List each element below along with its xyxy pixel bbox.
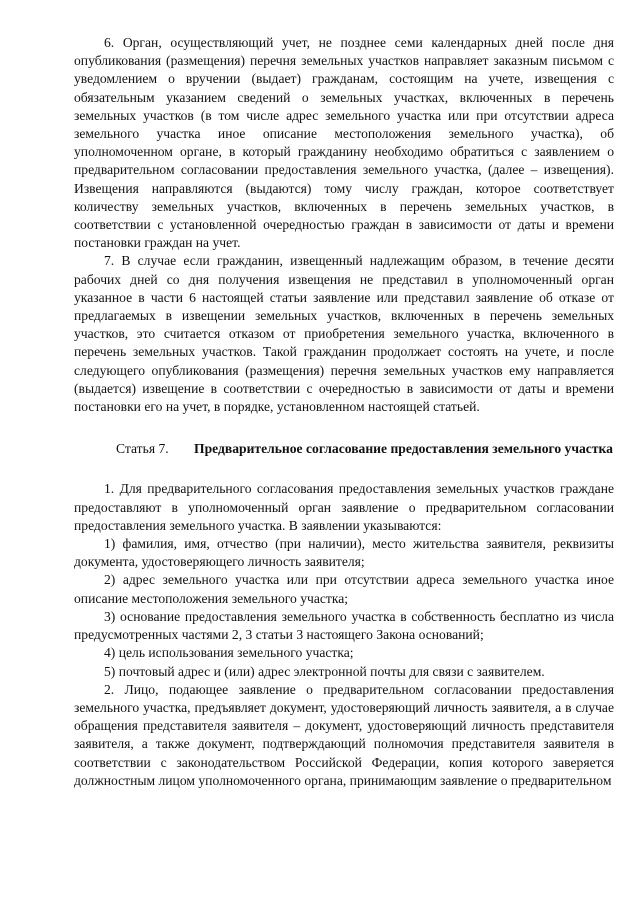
list-item-5: 5) почтовый адрес и (или) адрес электронной почты для связи с заявителем.: [104, 663, 545, 679]
article7-paragraph-2: 2. Лицо, подающее заявление о предварительном согласовании предоставления земельного участка, предъявляет документ, удостоверяющий личность заявителя, а в случае обращения представителя заявителя – документ, удостоверяющий личность представителя заявителя, а также документ, подтверждающий полномочия представителя заявителя в соответствии с законодательством Российской Федерации, копия которого заверяется должностным лицом уполномоченного органа, принимающим заявление о предварительном: [74, 681, 614, 788]
list-item-3: 3) основание предоставления земельного участка в собственность бесплатно из числа предусмотренных частями 2, 3 статьи 3 настоящего Закона оснований;: [74, 608, 614, 643]
list-item-1: 1) фамилия, имя, отчество (при наличии), место жительства заявителя, реквизиты документа, удостоверяющего личность заявителя;: [74, 536, 614, 570]
article7-paragraph-1: 1. Для предварительного согласования предоставления земельных участков граждане предоставляют в уполномоченный орган заявление о предварительном согласовании предоставления земельного участка. В заявлении указываются:: [74, 481, 614, 533]
article-title: Предварительное согласование предоставления земельного участка: [194, 441, 613, 457]
paragraph-6: 6. Орган, осуществляющий учет, не позднее семи календарных дней после дня опубликования (размещения) перечня земельных участков направляет заказным письмом с уведомлением о вручении (выдает) гражданам, состоящим на учете, извещения с обязательным указанием сведений о земельных участках, включенных в перечень земельных участков (в том числе адрес земельного участка или при отсутствии адреса земельного участка иное описание местоположения земельного участка), об уполномоченном органе, в который гражданину необходимо обратиться с заявлением о предварительном согласовании предоставления земельного участка, (далее – извещения). Извещения направляются (выдаются) тому числу граждан, которое соответствует количеству земельных участков, включенных в перечень земельных участков, в соответствии с установленной очередностью граждан в зависимости от даты и времени постановки граждан на учет.: [74, 35, 614, 251]
article-number: Статья 7.: [116, 441, 169, 457]
list-item-4: 4) цель использования земельного участка;: [104, 645, 354, 661]
paragraph-7: 7. В случае если гражданин, извещенный надлежащим образом, в течение десяти рабочих дней со дня получения извещения не представил в уполномоченный орган указанное в части 6 настоящей статьи заявление или представил заявление об отказе от предлагаемых в извещении земельных участков, включенных в перечень земельных участков, это считается отказом от приобретения земельного участка, включенного в перечень земельных участков. Такой гражданин продолжает состоять на учете, и после следующего опубликования (размещения) перечня земельных участков ему направляется (выдается) извещение в соответствии с очередностью в зависимости от даты и времени постановки его на учет, в порядке, установленном настоящей статьей.: [74, 253, 614, 415]
article-heading: [116, 440, 614, 458]
list-item-2: 2) адрес земельного участка или при отсутствии адреса земельного участка иное описание местоположения земельного участка;: [74, 572, 614, 606]
